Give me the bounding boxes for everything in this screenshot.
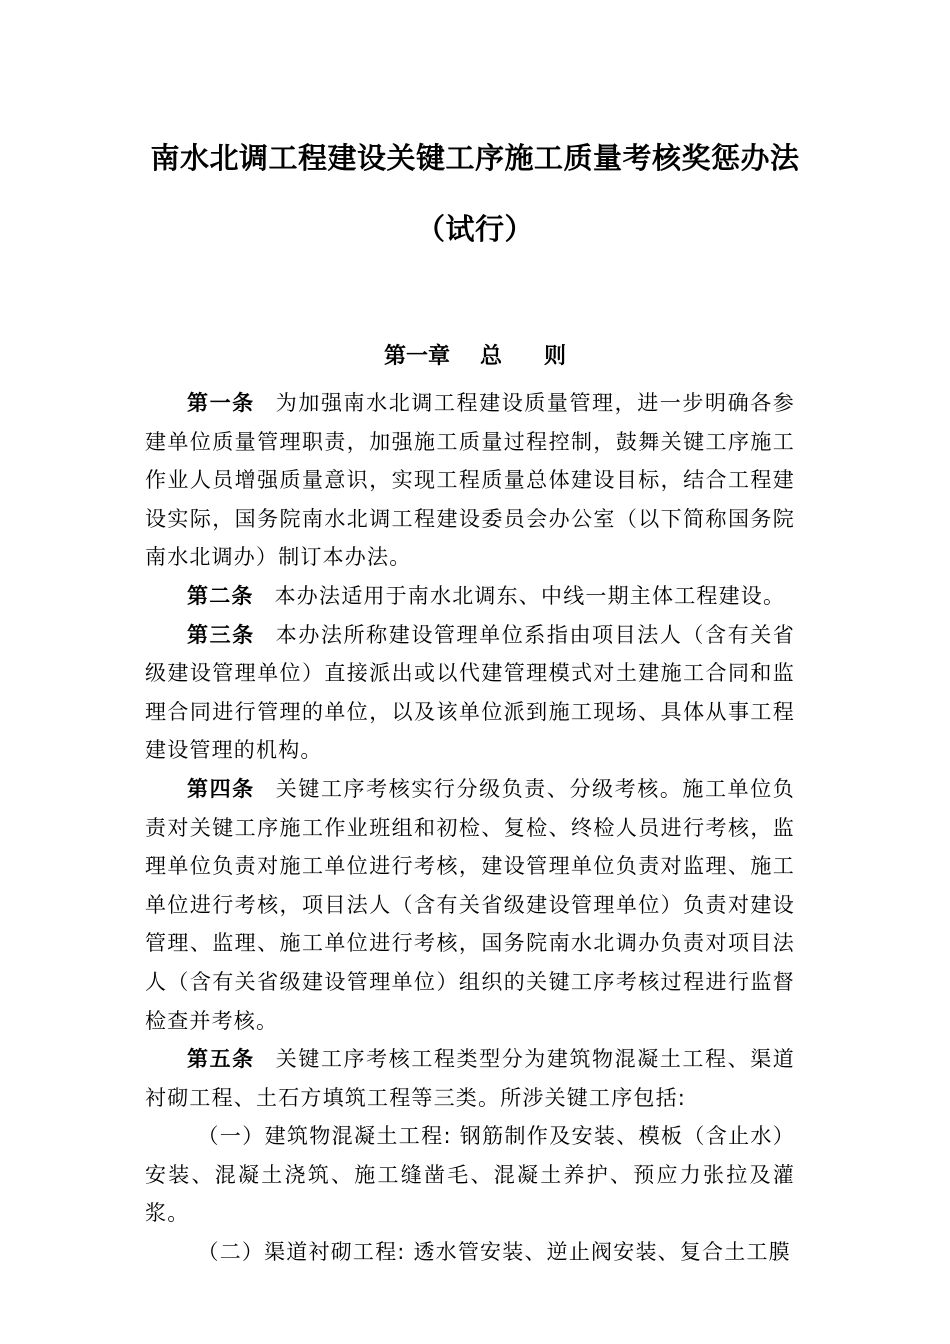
article-label: 第四条 — [187, 776, 255, 801]
article-label: 第五条 — [187, 1047, 255, 1072]
document-title: 南水北调工程建设关键工序施工质量考核奖惩办法 — [150, 141, 800, 175]
article-label: 第二条 — [187, 583, 254, 608]
article-text: 关键工序考核实行分级负责、分级考核。施工单位负责对关键工序施工作业班组和初检、复检、终检人员进行考核，监理单位负责对施工单位进行考核，建设管理单位负责对监理、施工单位进行考核，项目法人（含有关省级建设管理单位）负责对建设管理、监理、施工单位进行考核，国务院南水北调办负责对项目法人（含有关省级建设管理单位）组织的关键工序考核过程进行监督检查并考核。 — [145, 776, 795, 1033]
article-paragraph — [145, 384, 795, 577]
list-item: （二）渠道衬砌工程: 透水管安装、逆止阀安装、复合土工膜 — [197, 1240, 791, 1265]
chapter-heading — [0, 339, 950, 370]
article-paragraph — [145, 770, 795, 1040]
chapter-number: 第一章 — [383, 344, 450, 369]
document-subtitle: （试行） — [415, 212, 534, 246]
document-body — [145, 384, 795, 1272]
article-text: 本办法所称建设管理单位系指由项目法人（含有关省级建设管理单位）直接派出或以代建管理模式对土建施工合同和监理合同进行管理的单位，以及该单位派到施工现场、具体从事工程建设管理的机构。 — [145, 622, 795, 763]
article-label: 第三条 — [187, 622, 255, 647]
list-item: （一）建筑物混凝土工程: 钢筋制作及安装、模板（含止水）安装、混凝土浇筑、施工缝凿毛、混凝土养护、预应力张拉及灌浆。 — [145, 1124, 795, 1226]
article-text: 关键工序考核工程类型分为建筑物混凝土工程、渠道衬砌工程、土石方填筑工程等三类。所涉关键工序包括: — [145, 1047, 795, 1110]
article-paragraph — [145, 1040, 795, 1117]
article-text: 本办法适用于南水北调东、中线一期主体工程建设。 — [274, 583, 786, 608]
article-paragraph — [145, 616, 795, 770]
article-paragraph — [145, 577, 795, 616]
article-text: 为加强南水北调工程建设质量管理，进一步明确各参建单位质量管理职责，加强施工质量过程控制，鼓舞关键工序施工作业人员增强质量意识，实现工程质量总体建设目标，结合工程建设实际，国务院南水北调工程建设委员会办公室（以下简称国务院南水北调办）制订本办法。 — [145, 391, 795, 570]
chapter-name-part-1: 总 — [479, 344, 502, 369]
chapter-name-part-2: 则 — [544, 344, 567, 369]
article-label: 第一条 — [187, 391, 255, 415]
